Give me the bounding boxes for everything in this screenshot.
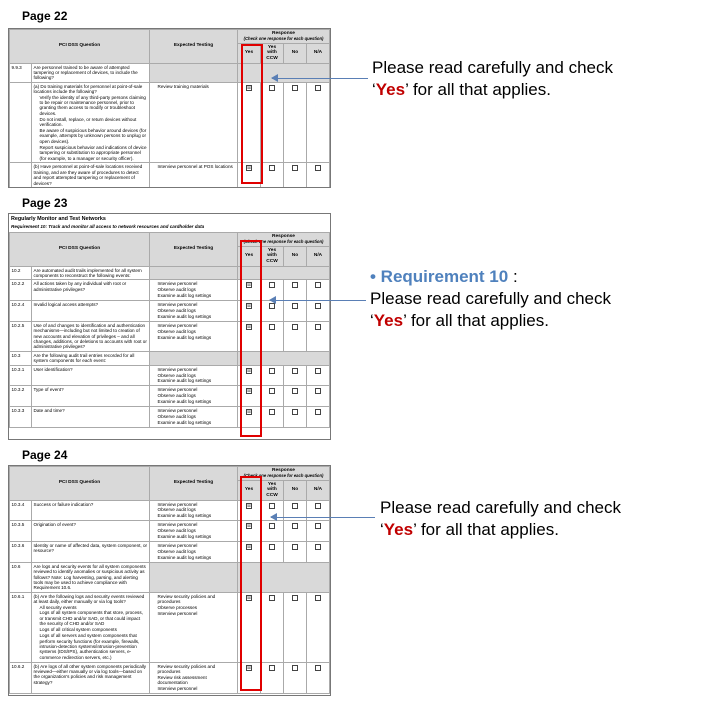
response-col-na: N/A — [307, 43, 330, 63]
response-checkbox[interactable] — [269, 368, 275, 374]
list-item: • Observe audit logs — [158, 549, 236, 554]
response-checkbox[interactable] — [292, 165, 298, 171]
testing-cell — [150, 280, 238, 301]
question-cell — [32, 662, 150, 694]
testing-list — [152, 408, 236, 425]
response-cell-ccw — [261, 407, 284, 428]
question-id: 10.2.2 — [10, 280, 32, 301]
response-cell-ccw — [261, 662, 284, 694]
list-item: • Examine audit log settings — [158, 335, 236, 340]
form-page-24 — [8, 465, 331, 696]
question-text: (b) Are the following logs and security events reviewed at least daily, either manually or via log tools? — [33, 593, 145, 605]
response-checkbox[interactable] — [292, 409, 298, 415]
response-cell-no — [284, 321, 307, 351]
page-label-22: Page 22 — [22, 9, 68, 23]
testing-list — [152, 281, 236, 298]
list-item: • Review risk assessment documentation — [158, 675, 236, 686]
response-cell-na — [307, 301, 330, 322]
response-checkbox[interactable] — [292, 324, 298, 330]
response-cell-no — [284, 521, 307, 542]
testing-cell — [150, 500, 238, 521]
list-item: • Observe audit logs — [158, 507, 236, 512]
yes-checkbox-checked[interactable]: ☒ — [247, 544, 251, 550]
question-id: 10.2.5 — [10, 321, 32, 351]
response-col-ccw: Yes with CCW — [261, 246, 284, 266]
response-cell-ccw — [261, 542, 284, 563]
list-item: • Interview personnel at POS locations — [158, 164, 236, 169]
page-label-24: Page 24 — [22, 448, 68, 462]
testing-cell — [150, 266, 238, 280]
question-cell — [32, 301, 150, 322]
response-cell-no — [284, 386, 307, 407]
instruction-note — [380, 497, 621, 541]
testing-cell — [150, 82, 238, 163]
question-text: Are the following audit trail entries recorded for all system components for each event: — [33, 352, 135, 364]
question-text: Are personnel trained to be aware of attempted tampering or replacement of devices, to include the following? — [33, 64, 138, 81]
response-col-na: N/A — [307, 246, 330, 266]
response-checkbox[interactable] — [292, 544, 298, 550]
list-item: • Observe processes — [158, 605, 236, 610]
list-item: • Examine audit log settings — [158, 293, 236, 298]
table-row — [10, 562, 330, 592]
response-title: Response — [272, 31, 295, 36]
testing-cell — [150, 407, 238, 428]
response-checkbox[interactable] — [315, 165, 321, 171]
question-cell — [32, 542, 150, 563]
response-checkbox[interactable] — [292, 303, 298, 309]
response-cell-no — [284, 82, 307, 163]
list-item: • Examine audit log settings — [158, 555, 236, 560]
response-cell-ccw — [261, 163, 284, 188]
response-subtitle: (Check one response for each question) — [243, 35, 324, 41]
pointer-arrow — [272, 78, 368, 79]
question-id: 10.3.4 — [10, 500, 32, 521]
testing-list — [152, 387, 236, 404]
form-table — [9, 232, 330, 428]
list-item: • Examine audit log settings — [158, 420, 236, 425]
response-cell-na — [307, 542, 330, 563]
response-cell-na — [307, 163, 330, 188]
testing-list — [152, 367, 236, 384]
response-cell-na — [307, 592, 330, 662]
response-subtitle: (Check one response for each question) — [243, 472, 324, 478]
question-id: 10.3.6 — [10, 542, 32, 563]
yes-checkbox-checked[interactable]: ☒ — [247, 165, 251, 171]
testing-cell — [150, 662, 238, 694]
page-label-23: Page 23 — [22, 196, 68, 210]
response-cell-no — [284, 163, 307, 188]
yes-emphasis: Yes — [375, 80, 406, 99]
response-col-na: N/A — [307, 480, 330, 500]
question-id: 10.2 — [10, 266, 32, 280]
yes-checkbox-checked[interactable]: ☒ — [247, 502, 251, 508]
yes-checkbox-checked[interactable]: ☒ — [247, 303, 251, 309]
response-checkbox[interactable] — [269, 409, 275, 415]
note-line: ‘Yes’ for all that applies. — [380, 520, 559, 539]
list-item: • Interview personnel — [158, 387, 236, 392]
question-id: 10.6 — [10, 562, 32, 592]
response-checkbox[interactable] — [292, 595, 298, 601]
testing-cell — [150, 386, 238, 407]
testing-cell — [150, 521, 238, 542]
response-cell-no — [284, 407, 307, 428]
question-bullets — [34, 605, 148, 661]
list-item: • Review training materials — [158, 84, 236, 89]
response-checkbox[interactable] — [269, 595, 275, 601]
question-id: 9.9.3 — [10, 63, 32, 82]
question-cell — [32, 521, 150, 542]
list-item: • Interview personnel — [158, 367, 236, 372]
question-text: Date and time? — [33, 408, 65, 414]
testing-list — [152, 543, 236, 560]
yes-checkbox-checked[interactable]: ☒ — [247, 367, 251, 373]
note-line: Please read carefully and check — [380, 498, 621, 517]
question-cell — [32, 500, 150, 521]
question-text: (a) Do training materials for personnel at point-of-sale locations include the following? — [33, 83, 143, 95]
response-cell-na — [307, 280, 330, 301]
question-text: Are logs and security events for all system components reviewed to identify anomalies or suspicious activity as follows? Note: Log harvesting, parsing, and alerting tools may be used to achieve compliance with Requirement 10.6. — [33, 563, 146, 591]
yes-checkbox-checked[interactable]: ☒ — [247, 282, 251, 288]
question-id: 10.6.2 — [10, 662, 32, 694]
form-table — [9, 29, 330, 188]
question-id — [10, 82, 32, 163]
header-row — [10, 467, 330, 481]
form-page-22 — [8, 28, 331, 188]
table-row — [10, 301, 330, 322]
list-item: • Do not install, replace, or return devices without verification. — [40, 117, 148, 128]
question-id — [10, 163, 32, 188]
yes-column-highlight — [241, 44, 263, 184]
question-text: (b) Have personnel at point-of-sale locations received training, and are they aware of procedures to detect and report attempted tampering or replacement of devices? — [33, 164, 143, 186]
response-col-no: No — [284, 43, 307, 63]
list-item: • Examine audit log settings — [158, 534, 236, 539]
list-item: • Logs of all critical system components — [40, 627, 148, 632]
form-page-23 — [8, 213, 331, 440]
testing-cell — [150, 301, 238, 322]
list-item: • Review security policies and procedures — [158, 664, 236, 675]
testing-list — [152, 302, 236, 319]
list-item: • Interview personnel — [158, 522, 236, 527]
response-checkbox[interactable] — [315, 544, 321, 550]
list-item: • Observe audit logs — [158, 414, 236, 419]
table-row — [10, 542, 330, 563]
header-row — [10, 233, 330, 247]
question-cell — [32, 592, 150, 662]
response-checkbox[interactable] — [269, 523, 275, 529]
response-cell-ccw — [261, 386, 284, 407]
yes-emphasis: Yes — [373, 311, 404, 330]
question-cell — [32, 321, 150, 351]
list-item: • Observe audit logs — [158, 373, 236, 378]
testing-cell — [150, 542, 238, 563]
pointer-arrow — [271, 517, 375, 518]
question-text: (b) Are logs of all other system components periodically reviewed—either manually or via log tools—based on the organization's policies and risk management strategy? — [33, 663, 147, 685]
list-item: • Interview personnel — [158, 281, 236, 286]
response-checkbox[interactable] — [292, 85, 298, 91]
response-checkbox[interactable] — [269, 544, 275, 550]
question-text: User identification? — [33, 366, 73, 372]
list-item: • Review security policies and procedures — [158, 594, 236, 605]
response-checkbox[interactable] — [315, 388, 321, 394]
response-cell-na — [307, 662, 330, 694]
table-row — [10, 163, 330, 188]
list-item: • Examine audit log settings — [158, 399, 236, 404]
response-checkbox[interactable] — [292, 665, 298, 671]
question-id: 10.3.2 — [10, 386, 32, 407]
testing-list — [152, 594, 236, 617]
list-item: • Logs of all servers and system components that perform security functions (for example, firewalls, intrusion-detection systems/intrusion-prevention systems (IDS/IPS), authentication servers, e-commerce redirection servers, etc.) — [40, 633, 148, 660]
list-item: • Examine audit log settings — [158, 513, 236, 518]
list-item: • Verify the identity of any third-party persons claiming to be repair or maintenance personnel, prior to granting them access to modify or troubleshoot devices. — [40, 95, 148, 117]
response-col-yes: Yes — [238, 43, 261, 63]
table-row — [10, 407, 330, 428]
response-checkbox[interactable] — [315, 503, 321, 509]
question-id: 10.3.3 — [10, 407, 32, 428]
list-item: • Interview personnel — [158, 302, 236, 307]
response-cell-ccw — [261, 82, 284, 163]
response-cell-ccw — [261, 365, 284, 386]
response-checkbox[interactable] — [292, 523, 298, 529]
question-cell — [32, 163, 150, 188]
question-id: 10.3 — [10, 351, 32, 365]
yes-checkbox-checked[interactable]: ☒ — [247, 409, 251, 415]
yes-checkbox-checked[interactable]: ☒ — [247, 388, 251, 394]
response-col-ccw: Yes with CCW — [261, 480, 284, 500]
question-text: Type of event? — [33, 387, 64, 393]
list-item: • Observe audit logs — [158, 287, 236, 292]
list-item: • Interview personnel — [158, 502, 236, 507]
response-col-no: No — [284, 246, 307, 266]
response-col-no: No — [284, 480, 307, 500]
question-cell — [32, 351, 150, 365]
testing-cell — [150, 592, 238, 662]
response-cell-ccw — [261, 521, 284, 542]
table-row — [10, 386, 330, 407]
yes-column-highlight — [240, 476, 262, 691]
list-item: • Interview personnel — [158, 408, 236, 413]
response-cell-na — [307, 386, 330, 407]
list-item: • Interview personnel — [158, 611, 236, 616]
list-item: • Observe audit logs — [158, 329, 236, 334]
question-text: Identity or name of affected data, system component, or resource? — [33, 543, 148, 554]
testing-list — [152, 664, 236, 692]
response-checkbox[interactable] — [315, 85, 321, 91]
response-title: Response — [272, 468, 295, 473]
testing-cell — [150, 163, 238, 188]
testing-cell — [150, 365, 238, 386]
list-item: • Examine audit log settings — [158, 378, 236, 383]
question-text: Success or failure indication? — [33, 501, 94, 507]
question-id: 10.3.1 — [10, 365, 32, 386]
list-item: • Interview personnel — [158, 323, 236, 328]
response-cell-no — [284, 280, 307, 301]
question-cell — [32, 82, 150, 163]
table-row — [10, 82, 330, 163]
testing-list — [152, 164, 236, 169]
testing-cell — [150, 321, 238, 351]
note-line: ‘Yes’ for all that applies. — [370, 311, 549, 330]
response-checkbox[interactable] — [315, 523, 321, 529]
response-cell-no — [284, 301, 307, 322]
response-header — [238, 30, 330, 44]
response-subtitle: (Check one response for each question) — [243, 238, 324, 244]
question-cell — [32, 266, 150, 280]
response-checkbox[interactable] — [292, 503, 298, 509]
instruction-note — [372, 57, 613, 101]
response-checkbox[interactable] — [269, 85, 275, 91]
response-cell-ccw — [261, 592, 284, 662]
question-id: 10.3.5 — [10, 521, 32, 542]
question-text: Invalid logical access attempts? — [33, 302, 99, 308]
table-row — [10, 63, 330, 82]
form-table — [9, 466, 330, 694]
testing-list — [152, 502, 236, 519]
list-item: • All security events — [40, 605, 148, 610]
table-row — [10, 351, 330, 365]
question-header: PCI DSS Question — [10, 30, 150, 64]
testing-header: Expected Testing — [150, 30, 238, 64]
response-col-yes: Yes — [238, 246, 261, 266]
note-line: ‘Yes’ for all that applies. — [372, 80, 551, 99]
testing-header: Expected Testing — [150, 467, 238, 501]
response-cell-no — [284, 365, 307, 386]
question-text: Use of and changes to identification and authentication mechanisms—including but not limited to creation of new accounts and elevation of privileges – and all changes, additions, or deletions to accounts with root or administrative privileges? — [33, 322, 147, 350]
response-checkbox[interactable] — [315, 324, 321, 330]
instruction-note — [370, 266, 611, 332]
section-title: Regularly Monitor and Test Networks — [11, 216, 106, 222]
list-item: • Logs of all system components that store, process, or transmit CHD and/or SAD, or that could impact the security of CHD and/or SAD — [40, 610, 148, 626]
header-row — [10, 30, 330, 44]
question-text: Are automated audit trails implemented for all system components to reconstruct the following events: — [33, 267, 142, 278]
response-checkbox[interactable] — [269, 665, 275, 671]
table-row — [10, 592, 330, 662]
question-header: PCI DSS Question — [10, 467, 150, 501]
yes-checkbox-checked[interactable]: ☒ — [247, 523, 251, 529]
response-checkbox[interactable] — [315, 595, 321, 601]
response-checkbox[interactable] — [269, 165, 275, 171]
testing-cell — [150, 63, 238, 82]
response-checkbox[interactable] — [292, 388, 298, 394]
question-cell — [32, 365, 150, 386]
response-checkbox[interactable] — [269, 388, 275, 394]
response-checkbox[interactable] — [269, 324, 275, 330]
table-row — [10, 365, 330, 386]
response-checkbox[interactable] — [292, 368, 298, 374]
response-checkbox[interactable] — [269, 503, 275, 509]
requirement-line: Requirement 10: Track and monitor all access to network resources and cardholder data — [11, 224, 205, 229]
response-title: Response — [272, 234, 295, 239]
response-cell-na — [307, 365, 330, 386]
yes-checkbox-checked[interactable]: ☒ — [247, 664, 251, 670]
table-row — [10, 662, 330, 694]
table-row — [10, 521, 330, 542]
response-checkbox[interactable] — [269, 303, 275, 309]
note-line: Please read carefully and check — [370, 289, 611, 308]
yes-emphasis: Yes — [383, 520, 414, 539]
response-checkbox[interactable] — [315, 282, 321, 288]
response-col-yes: Yes — [238, 480, 261, 500]
list-item: • Report suspicious behavior and indications of device tampering or substitution to appropriate personnel (for example, to a manager or security officer). — [40, 145, 148, 161]
question-text: All actions taken by any individual with root or administrative privileges? — [33, 281, 127, 292]
list-item: • Observe audit logs — [158, 308, 236, 313]
response-cell-na — [307, 321, 330, 351]
list-item: • Be aware of suspicious behavior around devices (for example, attempts by unknown persons to unplug or open devices). — [40, 128, 148, 144]
question-id: 10.2.4 — [10, 301, 32, 322]
response-cell-na — [307, 82, 330, 163]
testing-header: Expected Testing — [150, 233, 238, 267]
response-checkbox[interactable] — [315, 368, 321, 374]
table-row — [10, 266, 330, 280]
table-row — [10, 280, 330, 301]
note-line: Please read carefully and check — [372, 58, 613, 77]
yes-checkbox-checked[interactable]: ☒ — [247, 84, 251, 90]
response-checkbox[interactable] — [292, 282, 298, 288]
list-item: • Interview personnel — [158, 543, 236, 548]
list-item: • Examine audit log settings — [158, 314, 236, 319]
question-id: 10.6.1 — [10, 592, 32, 662]
testing-list — [152, 323, 236, 340]
testing-list — [152, 522, 236, 539]
response-cell-ccw — [261, 321, 284, 351]
response-cell-na — [307, 407, 330, 428]
testing-cell — [150, 562, 238, 592]
yes-column-highlight — [240, 240, 262, 437]
response-col-ccw: Yes with CCW — [261, 43, 284, 63]
response-checkbox[interactable] — [269, 282, 275, 288]
list-item: • Observe audit logs — [158, 528, 236, 533]
yes-checkbox-checked[interactable]: ☒ — [247, 594, 251, 600]
response-cell-no — [284, 542, 307, 563]
response-cell-no — [284, 662, 307, 694]
testing-cell — [150, 351, 238, 365]
question-text: Origination of event? — [33, 522, 76, 528]
question-cell — [32, 63, 150, 82]
question-bullets — [34, 95, 148, 161]
note-requirement: • Requirement 10 : — [370, 267, 518, 286]
list-item: • Observe audit logs — [158, 393, 236, 398]
yes-checkbox-checked[interactable]: ☒ — [247, 323, 251, 329]
question-cell — [32, 562, 150, 592]
testing-list — [152, 84, 236, 89]
question-cell — [32, 280, 150, 301]
response-checkbox[interactable] — [315, 665, 321, 671]
table-row — [10, 321, 330, 351]
list-item: • Interview personnel — [158, 686, 236, 691]
pointer-arrow — [270, 300, 366, 301]
response-cell-na — [307, 521, 330, 542]
question-cell — [32, 407, 150, 428]
response-checkbox[interactable] — [315, 409, 321, 415]
question-header: PCI DSS Question — [10, 233, 150, 267]
question-cell — [32, 386, 150, 407]
response-checkbox[interactable] — [315, 303, 321, 309]
response-cell-no — [284, 592, 307, 662]
